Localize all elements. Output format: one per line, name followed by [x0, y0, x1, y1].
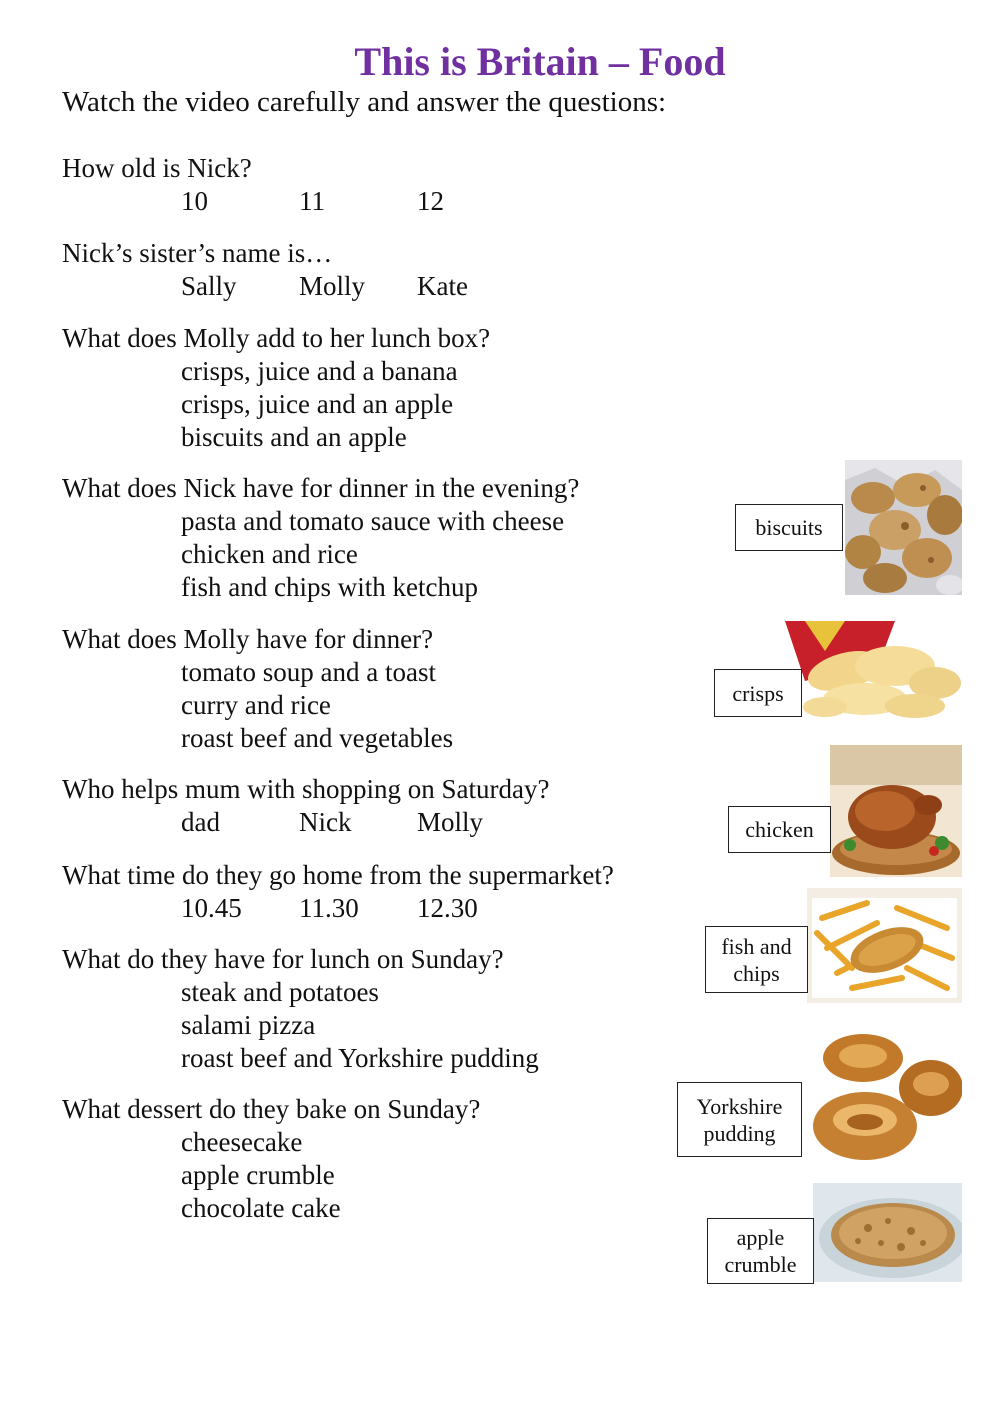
apple-crumble-image	[813, 1183, 962, 1282]
label-text: Yorkshire	[696, 1093, 783, 1119]
answer-option[interactable]: curry and rice	[181, 690, 331, 720]
answer-option[interactable]: Kate	[417, 271, 468, 301]
label-text: crisps	[732, 680, 784, 706]
answer-option[interactable]: 10	[181, 186, 208, 216]
crisps-image	[785, 621, 962, 721]
answer-options	[62, 976, 539, 1075]
answer-option[interactable]: 11.30	[299, 893, 359, 923]
question-1	[62, 152, 535, 218]
label-text: apple	[736, 1225, 785, 1250]
answer-option[interactable]: pasta and tomato sauce with cheese	[181, 506, 565, 536]
question-text: Nick’s sister’s name is…	[62, 238, 333, 268]
question-2	[62, 237, 535, 303]
question-text: What does Molly add to her lunch box?	[62, 323, 491, 353]
answer-options	[62, 656, 453, 755]
answer-option[interactable]: chocolate cake	[181, 1193, 341, 1223]
label-text: fish and	[721, 933, 792, 959]
question-8	[62, 943, 539, 1075]
answer-option[interactable]: Molly	[299, 271, 366, 301]
label-yorkshire-pudding	[677, 1082, 802, 1157]
label-chicken	[728, 806, 831, 853]
page-title: This is Britain – Food	[354, 39, 726, 84]
label-biscuits	[735, 504, 843, 551]
question-text: What do they have for lunch on Sunday?	[62, 944, 504, 974]
label-text: crumble	[724, 1252, 797, 1277]
label-fish-and-chips	[705, 926, 808, 993]
answer-option[interactable]: crisps, juice and a banana	[181, 356, 458, 386]
answer-option[interactable]: steak and potatoes	[181, 977, 379, 1007]
answer-option[interactable]: roast beef and vegetables	[181, 723, 454, 753]
answer-option[interactable]: roast beef and Yorkshire pudding	[181, 1043, 539, 1073]
answer-option[interactable]: 10.45	[181, 893, 242, 923]
question-7	[62, 859, 614, 925]
question-text: What time do they go home from the supermarket?	[62, 860, 614, 890]
answer-option[interactable]: salami pizza	[181, 1010, 316, 1040]
label-crisps	[714, 669, 802, 717]
label-text: chicken	[745, 817, 814, 842]
question-6	[62, 773, 549, 839]
question-text: What does Molly have for dinner?	[62, 624, 434, 654]
answer-options	[62, 270, 535, 303]
answer-option[interactable]: crisps, juice and an apple	[181, 389, 454, 419]
question-5	[62, 623, 453, 755]
answer-options	[62, 1126, 480, 1225]
chicken-image	[830, 745, 962, 877]
question-4	[62, 472, 579, 604]
answer-options	[62, 505, 579, 604]
label-text: biscuits	[755, 515, 823, 540]
fish-and-chips-image	[807, 888, 962, 1003]
answer-option[interactable]: fish and chips with ketchup	[181, 572, 478, 602]
answer-option[interactable]: biscuits and an apple	[181, 422, 407, 452]
answer-options	[62, 185, 535, 218]
answer-option[interactable]: 11	[299, 186, 325, 216]
answer-option[interactable]: Sally	[181, 271, 237, 301]
answer-option[interactable]: apple crumble	[181, 1160, 335, 1190]
answer-option[interactable]: tomato soup and a toast	[181, 657, 436, 687]
label-apple-crumble	[707, 1218, 814, 1284]
answer-option[interactable]: Molly	[417, 807, 484, 837]
answer-options	[62, 892, 614, 925]
label-text: chips	[733, 960, 780, 986]
biscuits-image	[845, 460, 962, 595]
instructions: Watch the video carefully and answer the questions:	[62, 86, 667, 118]
answer-option[interactable]: chicken and rice	[181, 539, 358, 569]
answer-option[interactable]: 12.30	[417, 893, 478, 923]
yorkshire-pudding-image	[803, 1030, 962, 1161]
question-9	[62, 1093, 480, 1225]
answer-option[interactable]: dad	[181, 807, 220, 837]
question-text: What dessert do they bake on Sunday?	[62, 1094, 481, 1124]
answer-option[interactable]: Nick	[299, 807, 352, 837]
question-text: Who helps mum with shopping on Saturday?	[62, 774, 550, 804]
label-text: pudding	[703, 1120, 776, 1146]
answer-option[interactable]: 12	[417, 186, 444, 216]
answer-options	[62, 355, 490, 454]
question-text: How old is Nick?	[62, 153, 252, 183]
question-text: What does Nick have for dinner in the evening?	[62, 473, 580, 503]
answer-options	[62, 806, 549, 839]
answer-option[interactable]: cheesecake	[181, 1127, 303, 1157]
question-3	[62, 322, 490, 454]
